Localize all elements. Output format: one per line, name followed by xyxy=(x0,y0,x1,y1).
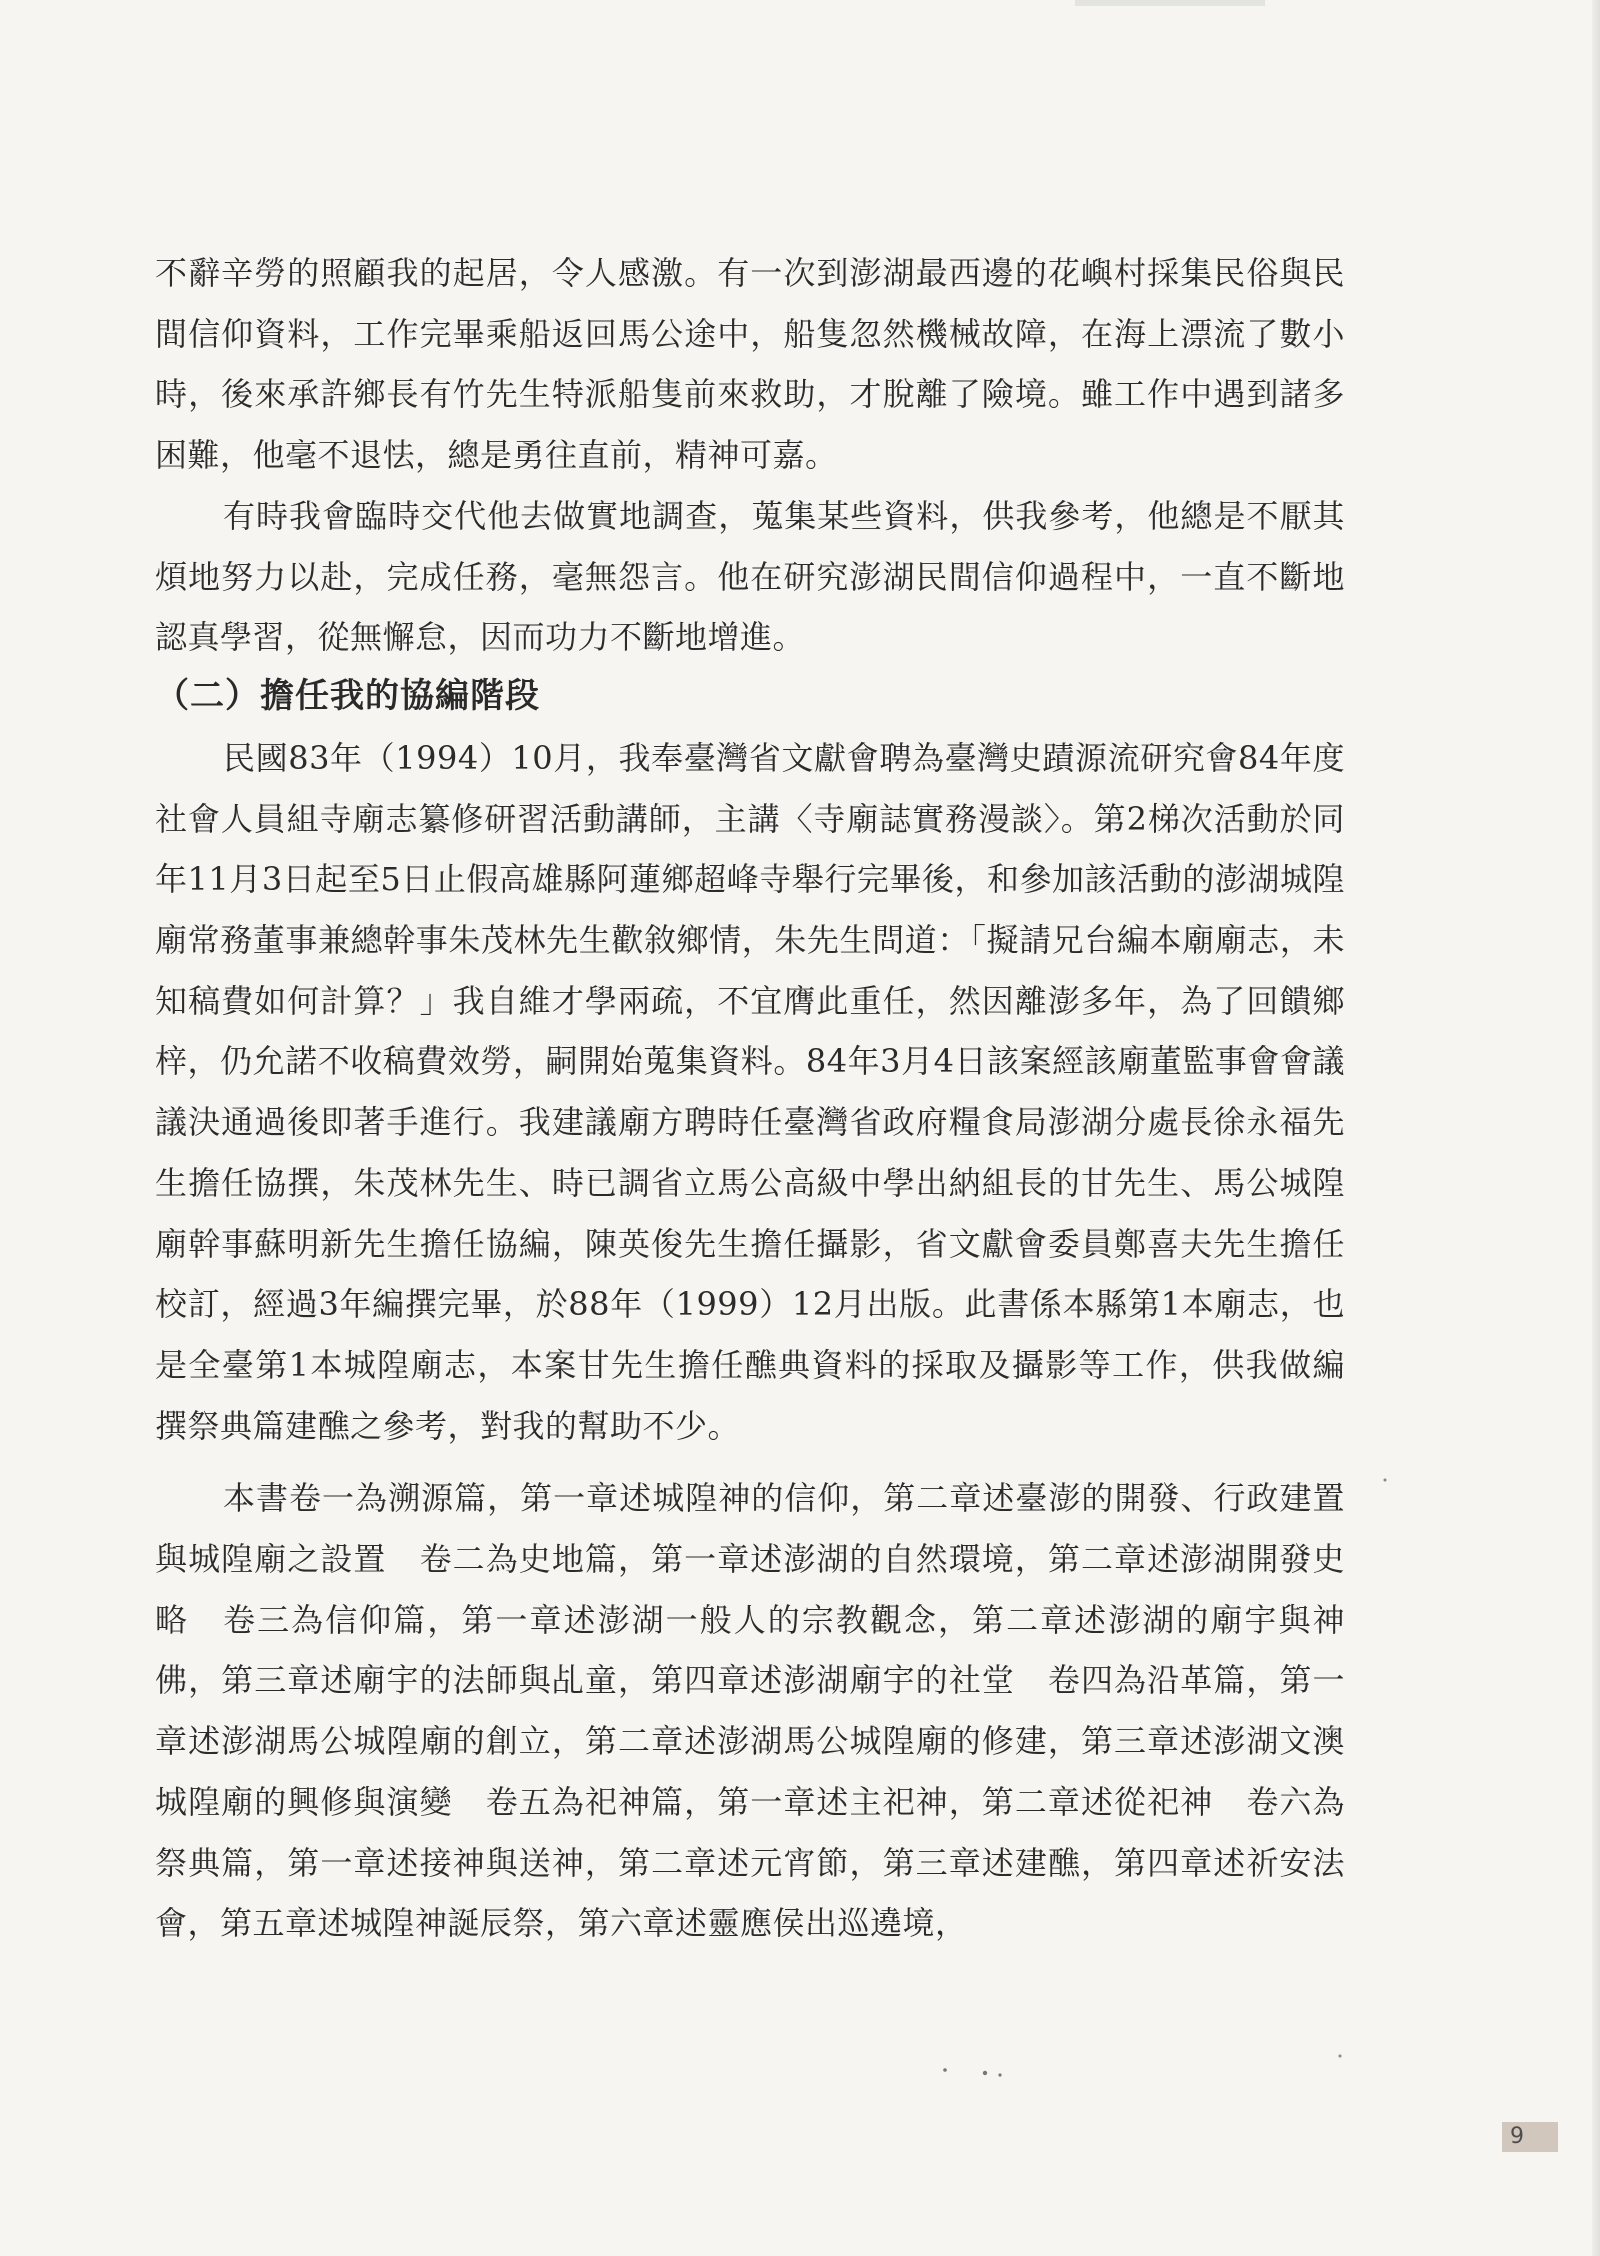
scan-speck xyxy=(1339,2055,1342,2058)
scan-speck xyxy=(1384,1479,1387,1482)
scan-speck xyxy=(983,2071,987,2075)
paragraph-continuation: 不辭辛勞的照顧我的起居，令人感激。有一次到澎湖最西邊的花嶼村採集民俗與民間信仰資料，工作完畢乘船返回馬公途中，船隻忽然機械故障，在海上漂流了數小時，後來承許鄉長有竹先生特派船隻前來救助，才脫離了險境。雖工作中遇到諸多困難，他毫不退怯，總是勇往直前，精神可嘉。 xyxy=(155,254,1345,475)
paragraph-book-contents: 本書卷一為溯源篇，第一章述城隍神的信仰，第二章述臺澎的開發、行政建置與城隍廟之設置 卷二為史地篇，第一章述澎湖的自然環境，第二章述澎湖開發史略 卷三為信仰篇，第一章述澎湖一般人的宗教觀念，第二章述澎湖的廟宇與神佛，第三章述廟宇的法師與乩童，第四章述澎湖廟宇的社堂 卷四為沿革篇，第一章述澎湖馬公城隍廟的創立，第二章述澎湖馬公城隍廟的修建，第三章述澎湖文澳城隍廟的興修與演變 卷五為祀神篇，第一章述主祀神，第二章述從祀神 卷六為祭典篇，第一章述接神與送神，第二章述元宵節，第三章述建醮，第四章述祈安法會，第五章述城隍神誕辰祭，第六章述靈應侯出巡遶境， xyxy=(155,1479,1345,1943)
section-heading: （二）擔任我的協編階段 xyxy=(155,675,540,716)
paragraph-field-work: 有時我會臨時交代他去做實地調查，蒐集某些資料，供我參考，他總是不厭其煩地努力以赴，完成任務，毫無怨言。他在研究澎湖民間信仰過程中，一直不斷地認真學習，從無懈怠，因而功力不斷地增進。 xyxy=(155,496,1345,657)
page-edge xyxy=(1592,0,1600,2256)
paragraph-temple-record: 民國83年（1994）10月，我奉臺灣省文獻會聘為臺灣史蹟源流研究會84年度社會人員組寺廟志纂修研習活動講師，主講〈寺廟誌實務漫談〉。第2梯次活動於同年11月3日起至5日止假高雄縣阿蓮鄉超峰寺舉行完畢後，和參加該活動的澎湖城隍廟常務董事兼總幹事朱茂林先生歡敘鄉情，朱先生問道：「擬請兄台編本廟廟志，未知稿費如何計算？」我自維才學兩疏，不宜膺此重任，然因離澎多年，為了回饋鄉梓，仍允諾不收稿費效勞，嗣開始蒐集資料。84年3月4日該案經該廟董監事會會議議決通過後即著手進行。我建議廟方聘時任臺灣省政府糧食局澎湖分處長徐永福先生擔任協撰，朱茂林先生、時已調省立馬公高級中學出納組長的甘先生、馬公城隍廟幹事蘇明新先生擔任協編，陳英俊先生擔任攝影，省文獻會委員鄭喜夫先生擔任校訂，經過3年編撰完畢，於88年（1999）12月出版。此書係本縣第1本廟志，也是全臺第1本城隍廟志，本案甘先生擔任醮典資料的採取及攝影等工作，供我做編撰祭典篇建醮之參考，對我的幫助不少。 xyxy=(155,738,1345,1445)
scan-artifact xyxy=(1075,0,1265,6)
scan-speck xyxy=(943,2068,947,2072)
paragraph-gap xyxy=(155,1456,1345,1468)
document-body xyxy=(155,243,1345,1954)
page-number: 9 xyxy=(1510,2124,1524,2149)
scan-speck xyxy=(998,2073,1001,2076)
